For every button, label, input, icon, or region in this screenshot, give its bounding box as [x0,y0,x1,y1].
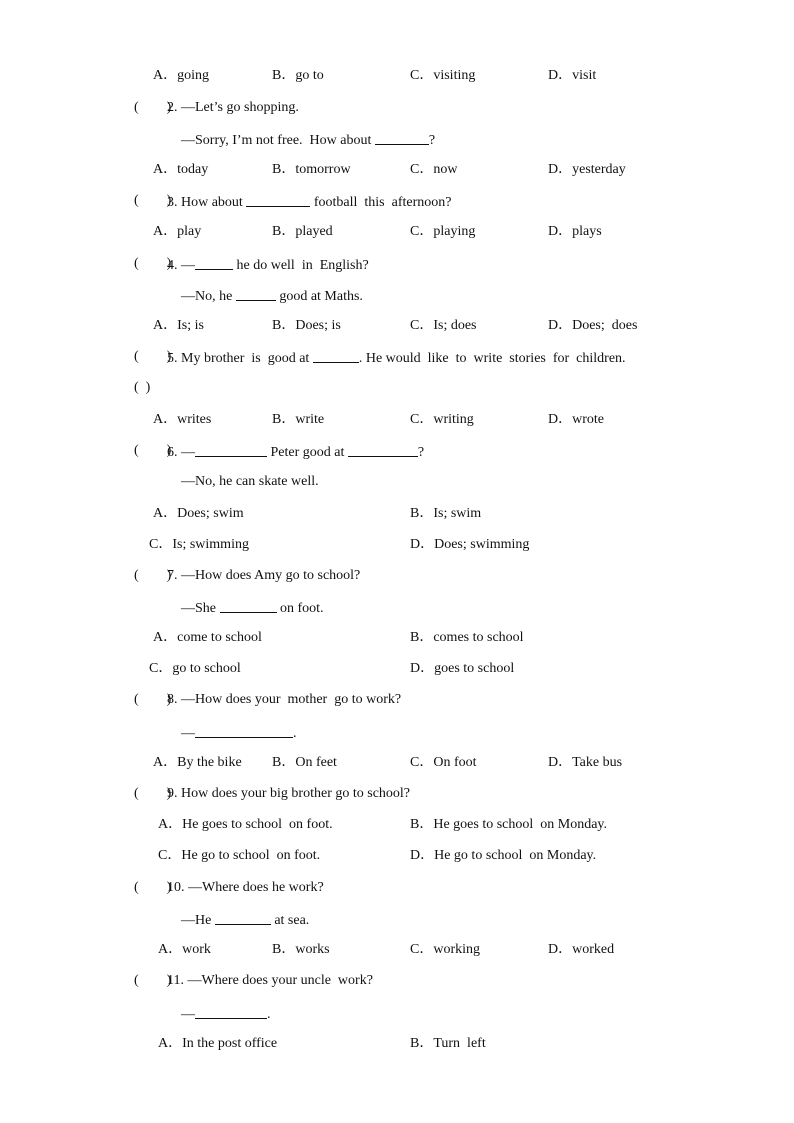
option-c: C．writing [410,412,474,427]
option-b: B．played [272,224,333,239]
option-b: B．On feet [272,755,337,770]
option-a: A．today [153,162,209,177]
question-2: 2. —Let’s go shopping. [167,100,299,115]
option-a: A．writes [153,412,212,427]
answer-paren[interactable]: ( ) [134,100,172,115]
question-8-reply: — . [181,723,297,741]
option-a: A．He goes to school on foot. [158,817,333,832]
question-2-reply: —Sorry, I’m not free. How about ? [181,130,435,148]
question-9: 9. How does your big brother go to school? [167,786,411,801]
answer-blank[interactable] [195,1004,267,1019]
answer-blank[interactable] [195,723,293,738]
option-c: C．On foot [410,755,477,770]
question-4: 4. — he do well in English? [167,255,369,273]
option-a: A．In the post office [158,1036,278,1051]
option-a: A．work [158,942,211,957]
question-10: 10. —Where does he work? [167,880,324,895]
option-c: C．playing [410,224,476,239]
option-b: B．comes to school [410,630,524,645]
answer-blank[interactable] [195,255,233,270]
answer-paren[interactable]: ( ) [134,786,172,801]
option-c: C．now [410,162,458,177]
option-d: D．Take bus [548,755,623,770]
answer-blank[interactable] [195,442,267,457]
option-c: C．Is; does [410,318,477,333]
answer-blank[interactable] [348,442,418,457]
question-6: 6. — Peter good at ? [167,442,424,460]
answer-blank[interactable] [215,910,271,925]
option-d: D．Does; swimming [410,537,530,552]
option-c: C．He go to school on foot. [158,848,321,863]
option-b: B．write [272,412,325,427]
answer-blank[interactable] [375,130,429,145]
answer-blank[interactable] [313,348,359,363]
question-11: 11. —Where does your uncle work? [167,973,373,988]
option-d: D．goes to school [410,661,515,676]
option-a: A．Does; swim [153,506,244,521]
option-b: B．Is; swim [410,506,482,521]
option-d: D．He go to school on Monday. [410,848,597,863]
option-a: A．going [153,68,209,83]
answer-blank[interactable] [220,598,277,613]
option-d: D．plays [548,224,602,239]
answer-paren[interactable]: ( ) [134,880,172,895]
option-a: A．Is; is [153,318,204,333]
option-d: D．Does; does [548,318,638,333]
question-8: 8. —How does your mother go to work? [167,692,402,707]
answer-paren[interactable]: ( ) [134,256,172,271]
question-6-reply: —No, he can skate well. [181,474,319,489]
option-c: C．Is; swimming [149,537,249,552]
answer-paren[interactable]: ( ) [134,349,172,364]
question-7: 7. —How does Amy go to school? [167,568,361,583]
answer-paren[interactable]: ( ) [134,193,172,208]
option-d: D．yesterday [548,162,626,177]
answer-blank[interactable] [246,192,310,207]
option-c: C．go to school [149,661,241,676]
question-5: 5. My brother is good at . He would like to write stories for children. [167,348,626,366]
answer-paren[interactable]: ( ) [134,380,151,395]
question-7-reply: —She on foot. [181,598,324,616]
answer-paren[interactable]: ( ) [134,973,172,988]
option-b: B．tomorrow [272,162,351,177]
question-4-reply: —No, he good at Maths. [181,286,363,304]
question-3: 3. How about football this afternoon? [167,192,451,210]
option-b: B．He goes to school on Monday. [410,817,608,832]
option-b: B．works [272,942,330,957]
option-d: D．worked [548,942,615,957]
answer-paren[interactable]: ( ) [134,443,172,458]
answer-blank[interactable] [236,286,276,301]
question-11-reply: — . [181,1004,271,1022]
option-a: A．By the bike [153,755,242,770]
option-d: D．wrote [548,412,604,427]
option-c: C．visiting [410,68,476,83]
question-10-reply: —He at sea. [181,910,309,928]
option-c: C．working [410,942,480,957]
option-b: B．Does; is [272,318,341,333]
answer-paren[interactable]: ( ) [134,568,172,583]
option-d: D．visit [548,68,597,83]
option-b: B．Turn left [410,1036,486,1051]
option-a: A．play [153,224,202,239]
answer-paren[interactable]: ( ) [134,692,172,707]
option-a: A．come to school [153,630,262,645]
option-b: B．go to [272,68,324,83]
